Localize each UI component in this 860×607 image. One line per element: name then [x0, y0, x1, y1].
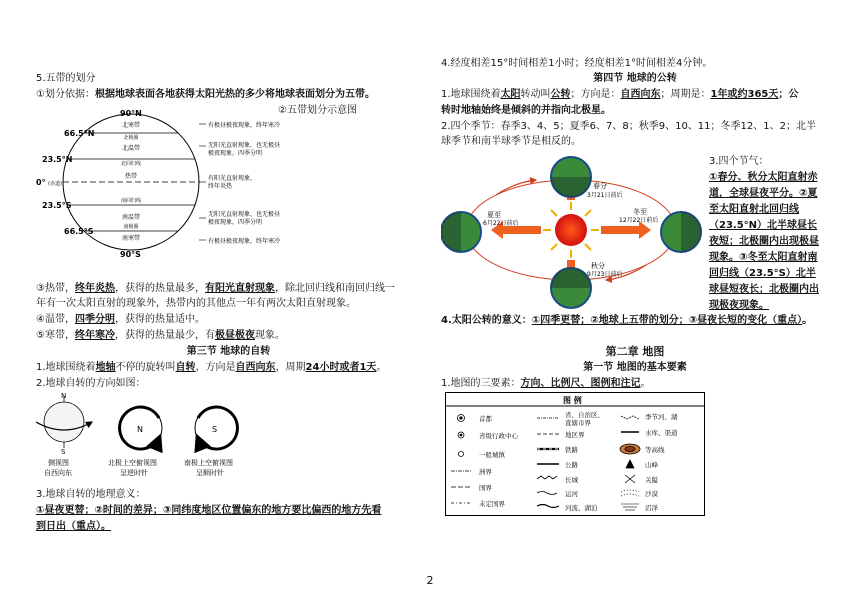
revolution-meaning: 4.太阳公转的意义：①四季更替；②地球上五带的划分；③昼夜长短的变化（重点）。	[441, 315, 813, 326]
tropical-description-line2: 年有一次太阳直射的现象外，热带内的其他点一年有两次太阳直射现象。	[36, 298, 356, 309]
spring-date: 3月21日前后	[587, 192, 623, 199]
temperate-description: ④温带，四季分明，获得的热量适中。	[36, 314, 205, 325]
legend-provincial: 省级行政中心	[479, 432, 518, 440]
lat-665n: 66.5°N	[64, 129, 95, 138]
legend-capital: 首都	[479, 415, 492, 423]
rotation-direction-figure	[36, 392, 276, 484]
rotation-item-3: 3.地球自转的地理意义：	[36, 489, 146, 500]
page-number: 2	[426, 574, 434, 587]
note-trop-2: 终年炎热	[208, 183, 233, 190]
south-temperate-label: 南温带	[121, 214, 141, 221]
note-frigid-n: 有极昼极夜现象，终年寒冷	[208, 122, 281, 129]
autumn-label: 秋分	[591, 262, 605, 270]
solar-terms-line: 夜短；北极圈内出现极昼	[709, 236, 819, 247]
orbit-diagram	[441, 150, 703, 310]
side-view	[36, 392, 92, 477]
solar-terms-line: 球昼短夜长；北极圈内出	[709, 284, 819, 295]
lat-235s: 23.5°S	[42, 201, 72, 210]
sun-icon	[555, 214, 587, 246]
summer-date: 6月22日前后	[483, 220, 519, 227]
south-pole-view	[184, 407, 237, 477]
solar-terms-line: ①春分、秋分太阳直射赤	[709, 172, 818, 183]
spring-label: 春分	[593, 182, 607, 190]
rotation-item-2: 2.地球自转的方向如图：	[36, 378, 146, 389]
lat-235n: 23.5°N	[42, 155, 73, 164]
fig-side-2: 自西向东	[44, 469, 72, 477]
left-column	[36, 0, 421, 607]
longitude-note: 4.经度相差15°时间相差1小时；经度相差1°时间相差4分钟。	[441, 58, 713, 69]
five-zones-diagram	[36, 110, 356, 260]
solar-terms-title: 3.四个节气：	[709, 156, 769, 167]
solar-terms-line: 回归线（23.5°S）北半	[709, 268, 816, 279]
note-temp-n-2: 极夜现象，四季分明	[208, 150, 263, 157]
fig-s: S	[61, 448, 66, 456]
legend-seasonal-2: 水库、渠道	[645, 429, 678, 437]
summer-label: 夏至	[487, 211, 501, 219]
fig-n: N	[61, 392, 67, 400]
fig-south-1: 南极上空俯视图	[184, 459, 233, 467]
solar-terms-line: 道，全球昼夜平分。②夏	[709, 188, 818, 199]
rotation-item-1: 1.地球围绕着地轴不停的旋转叫自转，方向是自西向东，周期24小时或者1天。	[36, 362, 387, 373]
north-pole-view	[108, 407, 162, 477]
south-view-s: S	[212, 425, 218, 434]
note-trop-1: 有阳光直射现象，	[208, 175, 257, 182]
revolution-item-1: 1.地球围绕着太阳转动叫公转；方向是：自西向东；周期是：1年或约365天；公	[441, 89, 799, 100]
map-legend	[445, 392, 705, 516]
five-zones-basis	[36, 88, 375, 102]
map-elements: 1.地图的三要素：方向、比例尺、图例和注记。	[441, 378, 651, 389]
legend-swamp: 沼泽	[645, 504, 658, 512]
rotation-title: 第三节 地球的自转	[186, 346, 271, 357]
lat-90n: 90°N	[120, 110, 142, 118]
tropic-capricorn-label: 南回归线	[120, 198, 142, 204]
rotation-meaning-line1: ①昼夜更替；②时间的差异；③同纬度地区位置偏东的地方要比偏西的地方先看	[36, 505, 382, 516]
note-temp-n-1: 无阳光直射现象，也无极昼	[208, 142, 281, 149]
legend-title: 图 例	[563, 396, 582, 405]
legend-great-wall: 长城	[565, 476, 578, 484]
legend-desert: 沙漠	[645, 490, 658, 498]
north-frigid-label: 北寒带	[121, 122, 141, 129]
revolution-item-1-line2: 转时地轴始终是倾斜的并指向北极星。	[441, 105, 611, 116]
basis-prefix: ①划分依据：	[36, 89, 95, 100]
fig-north-2: 呈逆时针	[120, 469, 148, 477]
rotation-meaning-line2: 到日出（重点）。	[36, 521, 111, 532]
legend-contour: 等高线	[645, 446, 665, 454]
earth-summer	[441, 212, 481, 252]
legend-town: 一般城镇	[479, 451, 505, 459]
fig-south-2: 呈顺时针	[196, 469, 224, 477]
legend-highway: 公路	[565, 461, 578, 469]
legend-canal: 运河	[565, 490, 578, 498]
legend-prov-border-1: 省、自治区、	[565, 411, 604, 419]
earth-winter	[661, 212, 701, 252]
solar-terms-line: 现极夜现象。	[709, 300, 769, 311]
winter-date: 12月22日前后	[619, 217, 659, 224]
north-temperate-label: 北温带	[121, 145, 141, 152]
chapter-title: 第二章 地图	[605, 345, 665, 358]
south-frigid-label: 南寒带	[121, 235, 141, 242]
lat-665s: 66.5°S	[64, 227, 94, 236]
autumn-date: 9月23日前后	[587, 271, 623, 278]
lat-90s: 90°S	[120, 250, 141, 259]
note-temp-s-1: 无阳光直射现象，也无极昼	[208, 211, 281, 218]
earth-spring	[551, 157, 591, 197]
north-view-n: N	[137, 425, 143, 434]
legend-river-lake: 河流、湖泊	[565, 504, 598, 512]
basis-bold: 根据地球表面各地获得太阳光热的多少将地球表面划分为五带。	[94, 89, 375, 100]
solar-terms-line: 现象。③冬至太阳直射南	[709, 252, 818, 263]
fig-north-1: 北极上空俯视图	[108, 459, 157, 467]
revolution-item-2-line2: 球季节和南半球季节是相反的。	[441, 136, 581, 147]
tropical-description: ③热带，终年炎热，获得的热量最多，有阳光直射现象，除北回归线和南回归线一	[36, 283, 395, 294]
fig-side-1: 侧视图	[48, 459, 69, 467]
legend-undefined-border: 未定国界	[479, 500, 505, 508]
arctic-circle-label: 北极圈	[123, 135, 139, 141]
antarctic-circle-label: 南极圈	[123, 224, 139, 230]
legend-national-border: 国界	[479, 484, 492, 492]
legend-railway: 铁路	[565, 446, 578, 454]
revolution-title: 第四节 地球的公转	[593, 73, 677, 84]
legend-pass: 关隘	[645, 476, 658, 484]
note-frigid-s: 有极昼极夜现象，终年寒冷	[208, 238, 281, 245]
legend-region-border: 地区界	[565, 431, 585, 439]
frigid-description: ⑤寒带，终年寒冷，获得的热量最少，有极昼极夜现象。	[36, 330, 285, 341]
winter-label: 冬至	[633, 208, 647, 216]
legend-seasonal-1: 季节河、湖	[645, 413, 678, 421]
legend-peak: 山峰	[645, 461, 658, 469]
legend-continent-border: 洲界	[479, 468, 492, 476]
legend-prov-border-2: 直辖市界	[565, 419, 591, 427]
equator-label: (赤道)	[48, 181, 62, 187]
solar-terms-line: （23.5°N）北半球昼长	[709, 220, 818, 231]
map-section-title: 第一节 地图的基本要素	[583, 362, 687, 373]
right-column	[441, 0, 829, 607]
five-zones-heading: 5.五带的划分	[36, 73, 96, 84]
tropic-cancer-label: 北回归线	[120, 161, 142, 167]
lat-0: 0°	[36, 178, 46, 187]
earth-autumn	[551, 268, 591, 308]
solar-terms-line: 至太阳直射北回归线	[709, 204, 799, 215]
tropical-label: 热带	[124, 173, 138, 180]
revolution-item-2-line1: 2.四个季节：春季3、4、5；夏季6、7、8；秋季9、10、11；冬季12、1、2；北半	[441, 121, 816, 132]
five-zones-caption: ②五带划分示意图	[278, 105, 357, 116]
note-temp-s-2: 极夜现象，四季分明	[208, 219, 263, 226]
solar-terms-list	[709, 170, 829, 314]
